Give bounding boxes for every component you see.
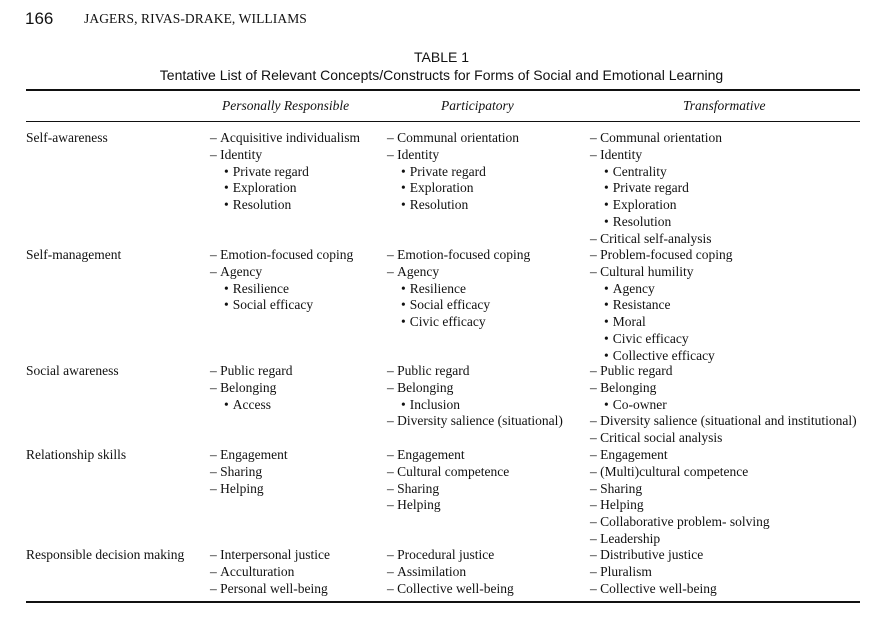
sub-item: • Social efficacy	[387, 297, 530, 314]
page-number: 166	[25, 9, 54, 28]
sub-item: • Inclusion	[387, 397, 563, 414]
cell-responsible-decision-making-participatory	[387, 547, 514, 597]
cell-self-management-participatory	[387, 247, 530, 331]
sub-item: • Resolution	[210, 197, 360, 214]
sub-item: • Private regard	[590, 180, 722, 197]
list-item: – Critical social analysis	[590, 430, 857, 447]
sub-item: • Moral	[590, 314, 732, 331]
list-item: – Acquisitive individualism	[210, 130, 360, 147]
list-item: – Collective well-being	[590, 581, 717, 598]
list-item: – Belonging	[210, 380, 292, 397]
cell-self-awareness-personally-responsible	[210, 130, 360, 214]
sub-item: • Private regard	[210, 164, 360, 181]
sub-item: • Resolution	[387, 197, 519, 214]
list-item: – Sharing	[590, 481, 770, 498]
row-label-responsible-decision-making: Responsible decision making	[26, 547, 185, 562]
sub-item: • Private regard	[387, 164, 519, 181]
column-header-personally-responsible: Personally Responsible	[222, 98, 350, 113]
list-item: – Belonging	[590, 380, 857, 397]
list-item: – Public regard	[210, 363, 292, 380]
sub-item: • Resistance	[590, 297, 732, 314]
column-header-transformative: Transformative	[683, 98, 766, 113]
list-item: – Emotion-focused coping	[387, 247, 530, 264]
list-item: – Distributive justice	[590, 547, 717, 564]
list-item: – Diversity salience (situational)	[387, 413, 563, 430]
cell-social-awareness-transformative	[590, 363, 857, 447]
list-item: – (Multi)cultural competence	[590, 464, 770, 481]
list-item: – Helping	[387, 497, 509, 514]
table-title: Tentative List of Relevant Concepts/Constructs for Forms of Social and Emotional Learning	[159, 67, 724, 83]
table-header-rule	[26, 121, 860, 122]
row-label-self-awareness: Self-awareness	[26, 130, 108, 145]
list-item: – Identity	[210, 147, 360, 164]
cell-relationship-skills-transformative	[590, 447, 770, 548]
list-item: – Acculturation	[210, 564, 330, 581]
sub-item: • Agency	[590, 281, 732, 298]
cell-relationship-skills-personally-responsible	[210, 447, 288, 497]
list-item: – Pluralism	[590, 564, 717, 581]
list-item: – Agency	[210, 264, 353, 281]
sub-item: • Resilience	[387, 281, 530, 298]
sub-item: • Access	[210, 397, 292, 414]
list-item: – Engagement	[210, 447, 288, 464]
sub-item: • Co-owner	[590, 397, 857, 414]
list-item: – Problem-focused coping	[590, 247, 732, 264]
list-item: – Identity	[590, 147, 722, 164]
list-item: – Collaborative problem- solving	[590, 514, 770, 531]
list-item: – Sharing	[387, 481, 509, 498]
sub-item: • Civic efficacy	[387, 314, 530, 331]
list-item: – Leadership	[590, 531, 770, 548]
list-item: – Collective well-being	[387, 581, 514, 598]
list-item: – Communal orientation	[387, 130, 519, 147]
cell-responsible-decision-making-transformative	[590, 547, 717, 597]
list-item: – Cultural competence	[387, 464, 509, 481]
list-item: – Personal well-being	[210, 581, 330, 598]
list-item: – Engagement	[590, 447, 770, 464]
list-item: – Emotion-focused coping	[210, 247, 353, 264]
list-item: – Identity	[387, 147, 519, 164]
cell-social-awareness-personally-responsible	[210, 363, 292, 413]
cell-responsible-decision-making-personally-responsible	[210, 547, 330, 597]
list-item: – Assimilation	[387, 564, 514, 581]
list-item: – Agency	[387, 264, 530, 281]
cell-self-management-personally-responsible	[210, 247, 353, 314]
list-item: – Interpersonal justice	[210, 547, 330, 564]
list-item: – Procedural justice	[387, 547, 514, 564]
sub-item: • Collective efficacy	[590, 348, 732, 365]
list-item: – Public regard	[590, 363, 857, 380]
sub-item: • Exploration	[590, 197, 722, 214]
column-header-participatory: Participatory	[441, 98, 514, 113]
cell-self-awareness-participatory	[387, 130, 519, 214]
list-item: – Belonging	[387, 380, 563, 397]
row-label-self-management: Self-management	[26, 247, 122, 262]
sub-item: • Resolution	[590, 214, 722, 231]
row-label-relationship-skills: Relationship skills	[26, 447, 127, 462]
sub-item: • Exploration	[387, 180, 519, 197]
sub-item: • Exploration	[210, 180, 360, 197]
list-item: – Public regard	[387, 363, 563, 380]
sub-item: • Resilience	[210, 281, 353, 298]
row-label-social-awareness: Social awareness	[26, 363, 119, 378]
list-item: – Helping	[210, 481, 288, 498]
cell-social-awareness-participatory	[387, 363, 563, 430]
table-bottom-rule	[26, 601, 860, 603]
list-item: – Critical self-analysis	[590, 231, 722, 248]
sub-item: • Civic efficacy	[590, 331, 732, 348]
cell-self-awareness-transformative	[590, 130, 722, 247]
cell-relationship-skills-participatory	[387, 447, 509, 514]
list-item: – Cultural humility	[590, 264, 732, 281]
list-item: – Diversity salience (situational and institutional)	[590, 413, 857, 430]
list-item: – Communal orientation	[590, 130, 722, 147]
table-top-rule	[26, 89, 860, 91]
list-item: – Engagement	[387, 447, 509, 464]
sub-item: • Centrality	[590, 164, 722, 181]
sub-item: • Social efficacy	[210, 297, 353, 314]
cell-self-management-transformative	[590, 247, 732, 364]
list-item: – Sharing	[210, 464, 288, 481]
list-item: – Helping	[590, 497, 770, 514]
running-head: JAGERS, RIVAS-DRAKE, WILLIAMS	[84, 11, 307, 26]
table-label: TABLE 1	[414, 49, 469, 65]
